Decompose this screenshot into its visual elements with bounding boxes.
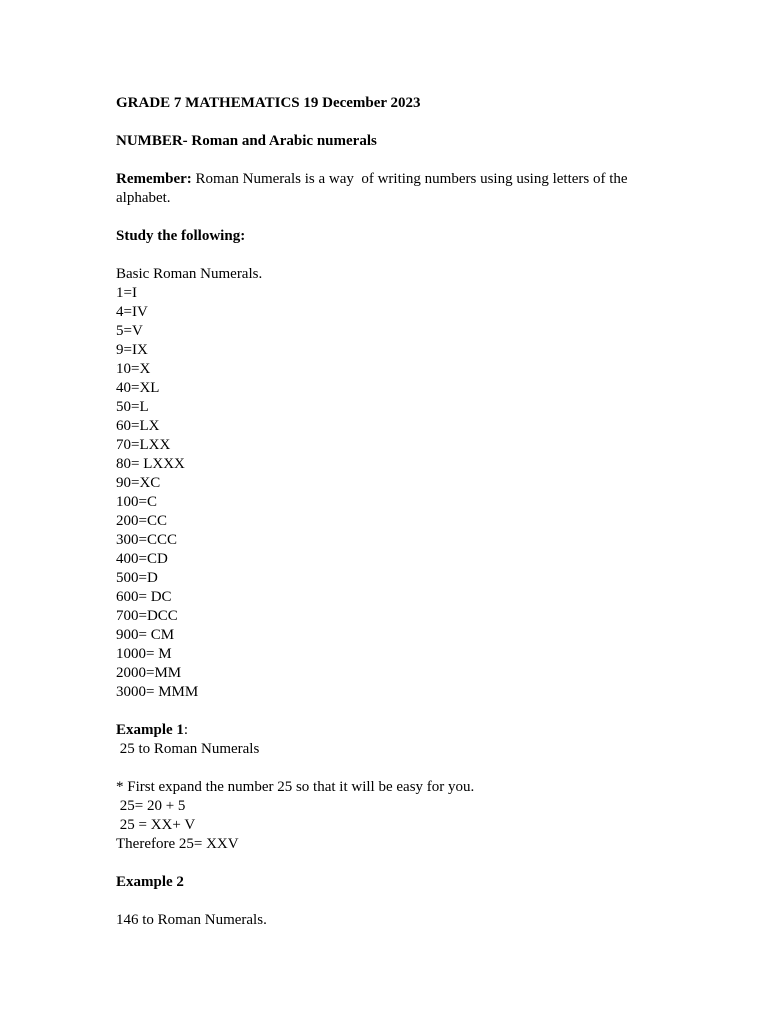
numeral-line: 2000=MM: [116, 665, 182, 681]
example-2-heading: Example 2: [116, 874, 184, 890]
example-1-step: Therefore 25= XXV: [116, 836, 239, 852]
numeral-line: 40=XL: [116, 380, 160, 396]
remember-label: Remember:: [116, 171, 192, 187]
numeral-line: 400=CD: [116, 551, 168, 567]
numeral-line: 1000= M: [116, 646, 172, 662]
numeral-line: 300=CCC: [116, 532, 177, 548]
numeral-line: 1=I: [116, 285, 137, 301]
document-page: [116, 94, 676, 930]
remember-paragraph: [116, 170, 676, 208]
numerals-intro: Basic Roman Numerals.: [116, 266, 263, 282]
example-1-heading: Example 1:: [116, 722, 189, 738]
numeral-line: 100=C: [116, 494, 157, 510]
numeral-line: 70=LXX: [116, 437, 171, 453]
topic-heading: NUMBER- Roman and Arabic numerals: [116, 133, 377, 149]
numeral-line: 50=L: [116, 399, 149, 415]
numeral-line: 90=XC: [116, 475, 161, 491]
numeral-line: 600= DC: [116, 589, 172, 605]
study-heading: Study the following:: [116, 228, 246, 244]
numeral-line: 3000= MMM: [116, 684, 199, 700]
remember-text: Roman Numerals is a way of writing numbers using using letters of the alphabet.: [116, 171, 632, 206]
numeral-line: 60=LX: [116, 418, 160, 434]
example-1-steps: [116, 778, 676, 854]
example-1-step: * First expand the number 25 so that it will be easy for you.: [116, 779, 475, 795]
example-1-step: 25 = XX+ V: [116, 817, 196, 833]
numeral-line: 5=V: [116, 323, 143, 339]
numeral-line: 900= CM: [116, 627, 175, 643]
example-1-step: 25= 20 + 5: [116, 798, 186, 814]
numeral-line: 9=IX: [116, 342, 148, 358]
numeral-line: 10=X: [116, 361, 151, 377]
numeral-line: 500=D: [116, 570, 158, 586]
example-1-prompt: 25 to Roman Numerals: [116, 741, 260, 757]
numeral-line: 4=IV: [116, 304, 148, 320]
numeral-line: 200=CC: [116, 513, 167, 529]
numerals-list: [116, 284, 676, 702]
document-title: GRADE 7 MATHEMATICS 19 December 2023: [116, 95, 421, 111]
numeral-line: 700=DCC: [116, 608, 178, 624]
example-2-prompt: 146 to Roman Numerals.: [116, 912, 267, 928]
numeral-line: 80= LXXX: [116, 456, 185, 472]
